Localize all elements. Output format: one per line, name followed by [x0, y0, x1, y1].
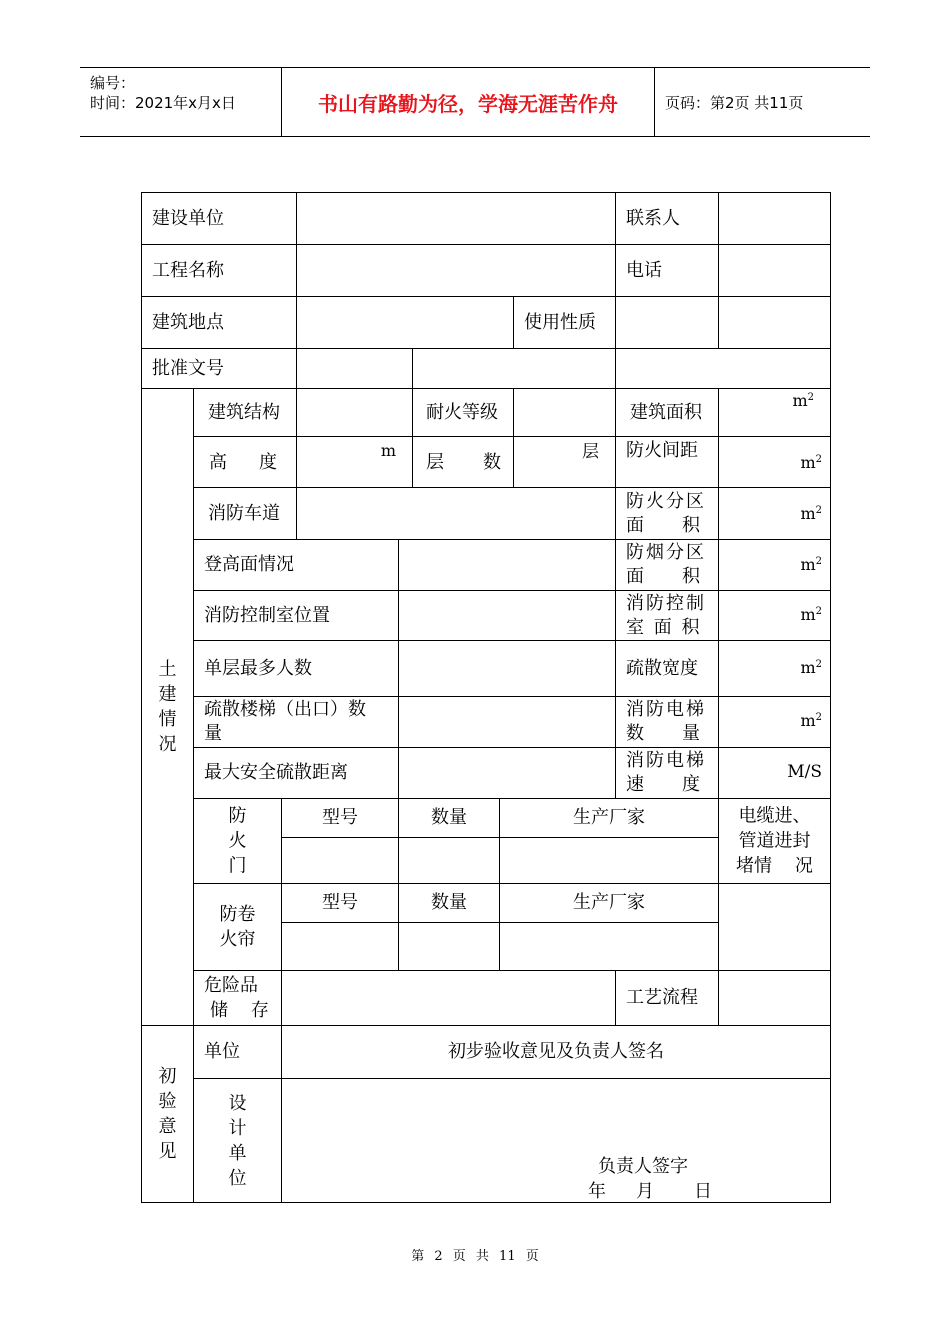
field-fire-lane[interactable]	[296, 487, 616, 540]
page-footer: 第 2 页 共 11 页	[411, 1249, 539, 1264]
label-aerial-access: 登高面情况	[193, 539, 399, 591]
field-fire-shutter-model[interactable]	[281, 922, 399, 971]
field-fire-rating[interactable]	[513, 388, 616, 437]
label-fire-shutter: 防卷 火帘	[193, 883, 282, 971]
field-height[interactable]: m	[296, 436, 413, 488]
label-hazmat-storage: 危险品 储 存	[193, 970, 282, 1026]
field-usage-nature[interactable]	[615, 296, 719, 349]
label-fire-lane: 消防车道	[193, 487, 297, 540]
label-control-room-location: 消防控制室位置	[193, 590, 399, 641]
header-fire-door-quantity: 数量	[398, 798, 500, 838]
section-preliminary-opinion: 初 验 意 见	[141, 1025, 194, 1203]
document-number-label: 编号：	[90, 74, 136, 92]
field-control-room-area[interactable]: $m^2$	[718, 590, 831, 641]
label-fire-spacing: 防火间距	[615, 436, 719, 488]
header-motto: 书山有路勤为径，学海无涯苦作舟	[281, 68, 655, 136]
field-max-occupancy[interactable]	[398, 640, 616, 697]
header-meta	[80, 68, 281, 136]
label-design-unit: 设 计 单 位	[193, 1078, 282, 1203]
field-fire-shutter-quantity[interactable]	[398, 922, 500, 971]
field-fire-shutter-manufacturer[interactable]	[499, 922, 719, 971]
field-hazmat-storage[interactable]	[281, 970, 616, 1026]
header-fire-door-manufacturer: 生产厂家	[499, 798, 719, 838]
label-max-evac-distance: 最大安全硫散距离	[193, 747, 399, 799]
label-control-room-area: 消防控制 室 面 积	[615, 590, 719, 641]
field-phone[interactable]	[718, 244, 831, 297]
field-control-room-location[interactable]	[398, 590, 616, 641]
field-construction-unit[interactable]	[296, 192, 616, 245]
header-opinion-signature: 初步验收意见及负责人签名	[281, 1025, 831, 1079]
label-building-structure: 建筑结构	[193, 388, 297, 437]
label-construction-unit: 建设单位	[141, 192, 297, 245]
field-building-structure[interactable]	[296, 388, 413, 437]
label-elevator-speed: 消防电梯 速 度	[615, 747, 719, 799]
header-fire-shutter-model: 型号	[281, 883, 399, 923]
label-max-occupancy: 单层最多人数	[193, 640, 399, 697]
field-evac-width[interactable]: $m^2$	[718, 640, 831, 697]
field-usage-nature-extra[interactable]	[718, 296, 831, 349]
signature-label: 负责人签字	[598, 1156, 688, 1177]
field-floors[interactable]: 层	[513, 436, 616, 488]
label-cable-seal: 电缆进、 管道进封 堵情 况	[718, 798, 831, 884]
field-project-name[interactable]	[296, 244, 616, 297]
date-day-label: 日	[694, 1181, 712, 1202]
header-unit: 单位	[193, 1025, 282, 1079]
label-stair-count: 疏散楼梯（出口）数 量	[193, 696, 399, 748]
field-cable-seal[interactable]	[718, 883, 831, 971]
field-elevator-speed[interactable]: M/S	[718, 747, 831, 799]
header-fire-shutter-manufacturer: 生产厂家	[499, 883, 719, 923]
field-building-location[interactable]	[296, 296, 514, 349]
header-fire-shutter-quantity: 数量	[398, 883, 500, 923]
label-evac-width: 疏散宽度	[615, 640, 719, 697]
field-stair-count[interactable]	[398, 696, 616, 748]
label-fire-door: 防 火 门	[193, 798, 282, 884]
label-fire-rating: 耐火等级	[412, 388, 514, 437]
field-fire-zone-area[interactable]: $m^2$	[718, 487, 831, 540]
field-elevator-count[interactable]: $m^2$	[718, 696, 831, 748]
label-smoke-zone-area: 防烟分区 面 积	[615, 539, 719, 591]
label-phone: 电话	[615, 244, 719, 297]
field-approval-number-a[interactable]	[296, 348, 413, 389]
header-fire-door-model: 型号	[281, 798, 399, 838]
label-process-flow: 工艺流程	[615, 970, 719, 1026]
field-fire-spacing[interactable]: $m^2$	[718, 436, 831, 488]
field-max-evac-distance[interactable]	[398, 747, 616, 799]
field-approval-number-b[interactable]	[412, 348, 616, 389]
label-fire-zone-area: 防火分区 面 积	[615, 487, 719, 540]
label-usage-nature: 使用性质	[513, 296, 616, 349]
field-fire-door-model[interactable]	[281, 837, 399, 884]
date-month-label: 月	[636, 1181, 654, 1202]
label-contact-person: 联系人	[615, 192, 719, 245]
label-floors: 层 数	[412, 436, 514, 488]
label-project-name: 工程名称	[141, 244, 297, 297]
section-civil-construction: 土 建 情 况	[141, 388, 194, 1026]
field-building-area[interactable]: $m^2$	[718, 388, 831, 437]
label-building-location: 建筑地点	[141, 296, 297, 349]
page-header	[80, 67, 870, 137]
field-fire-door-quantity[interactable]	[398, 837, 500, 884]
field-smoke-zone-area[interactable]: $m^2$	[718, 539, 831, 591]
label-approval-number: 批准文号	[141, 348, 297, 389]
date-year-label: 年	[588, 1181, 606, 1202]
field-aerial-access[interactable]	[398, 539, 616, 591]
field-fire-door-manufacturer[interactable]	[499, 837, 719, 884]
header-page-info: 页码：第2页 共11页	[665, 93, 804, 112]
field-approval-number-c[interactable]	[615, 348, 831, 389]
document-time-label: 时间：2021年x月x日	[90, 94, 236, 112]
label-elevator-count: 消防电梯 数 量	[615, 696, 719, 748]
field-design-unit-opinion[interactable]	[281, 1078, 831, 1203]
field-process-flow[interactable]	[718, 970, 831, 1026]
label-building-area: 建筑面积	[615, 388, 719, 437]
label-height: 高 度	[193, 436, 297, 488]
field-contact-person[interactable]	[718, 192, 831, 245]
